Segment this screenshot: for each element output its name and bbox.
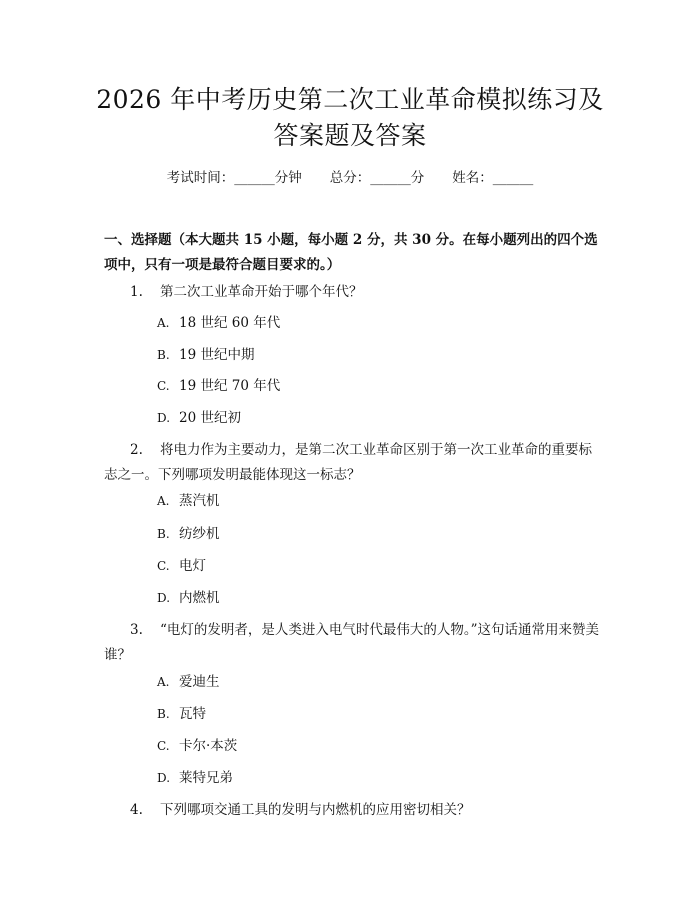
option-text: 内燃机 bbox=[179, 590, 220, 606]
option-letter: C. bbox=[157, 739, 170, 753]
option-text: 19 世纪 70 年代 bbox=[179, 378, 281, 394]
question-text: 将电力作为主要动力，是第二次工业革命区别于第一次工业革命的重要标志之一。下列哪项发明最能体现这一标志？ bbox=[104, 442, 592, 483]
option-letter: D. bbox=[157, 771, 171, 785]
question-1-option-b bbox=[157, 346, 254, 364]
score-blank: ______ bbox=[370, 170, 411, 186]
question-2-option-a bbox=[157, 492, 220, 510]
title-line-1: 2026 年中考历史第二次工业革命模拟练习及 bbox=[96, 85, 604, 114]
question-3 bbox=[104, 618, 601, 668]
question-text: 第二次工业革命开始于哪个年代？ bbox=[160, 284, 363, 300]
time-unit: 分钟 bbox=[274, 170, 302, 186]
question-1-option-c bbox=[157, 377, 280, 395]
time-blank: ______ bbox=[234, 170, 275, 186]
option-text: 莱特兄弟 bbox=[179, 770, 233, 786]
option-letter: D. bbox=[157, 411, 171, 425]
option-text: 纺纱机 bbox=[179, 526, 220, 542]
option-text: 19 世纪中期 bbox=[179, 347, 255, 363]
exam-title bbox=[60, 82, 640, 154]
question-2-option-b bbox=[157, 525, 220, 543]
question-1-option-a bbox=[157, 314, 280, 332]
option-text: 18 世纪 60 年代 bbox=[179, 315, 281, 331]
question-2 bbox=[104, 438, 601, 488]
question-3-option-c bbox=[157, 737, 237, 755]
name-label: 姓名： bbox=[452, 170, 493, 186]
option-text: 20 世纪初 bbox=[179, 410, 241, 426]
option-letter: A. bbox=[157, 675, 170, 689]
question-4 bbox=[104, 798, 601, 823]
time-label: 考试时间： bbox=[166, 170, 235, 186]
question-number: 2. bbox=[130, 442, 143, 458]
option-letter: B. bbox=[157, 527, 170, 541]
question-3-option-d bbox=[157, 769, 233, 787]
question-text: “电灯的发明者，是人类进入电气时代最伟大的人物。”这句话通常用来赞美谁？ bbox=[104, 622, 600, 663]
question-3-option-a bbox=[157, 673, 220, 691]
question-3-option-b bbox=[157, 705, 206, 723]
question-2-option-c bbox=[157, 557, 206, 575]
name-blank: ______ bbox=[492, 170, 534, 186]
question-text: 下列哪项交通工具的发明与内燃机的应用密切相关？ bbox=[160, 802, 471, 818]
option-letter: A. bbox=[157, 316, 170, 330]
option-letter: C. bbox=[157, 379, 170, 393]
option-text: 蒸汽机 bbox=[179, 493, 220, 509]
option-letter: B. bbox=[157, 707, 170, 721]
option-letter: D. bbox=[157, 591, 171, 605]
option-letter: C. bbox=[157, 559, 170, 573]
question-1-option-d bbox=[157, 409, 241, 427]
score-unit: 分 bbox=[410, 170, 425, 186]
option-text: 电灯 bbox=[179, 558, 206, 574]
option-letter: A. bbox=[157, 494, 170, 508]
section-header: 一、选择题（本大题共 15 小题，每小题 2 分，共 30 分。在每小题列出的四个选项中，只有一项是最符合题目要求的。） bbox=[104, 232, 598, 273]
question-2-option-d bbox=[157, 589, 220, 607]
question-number: 3. bbox=[130, 622, 143, 638]
option-text: 爱迪生 bbox=[179, 674, 220, 690]
option-text: 卡尔·本茨 bbox=[179, 738, 238, 754]
option-text: 瓦特 bbox=[179, 706, 206, 722]
question-number: 4. bbox=[130, 802, 143, 818]
score-label: 总分： bbox=[329, 170, 371, 186]
question-1 bbox=[104, 280, 601, 305]
option-letter: B. bbox=[157, 348, 170, 362]
question-number: 1. bbox=[130, 284, 143, 300]
exam-info-line bbox=[0, 169, 700, 187]
title-line-2: 答案题及答案 bbox=[273, 121, 427, 150]
